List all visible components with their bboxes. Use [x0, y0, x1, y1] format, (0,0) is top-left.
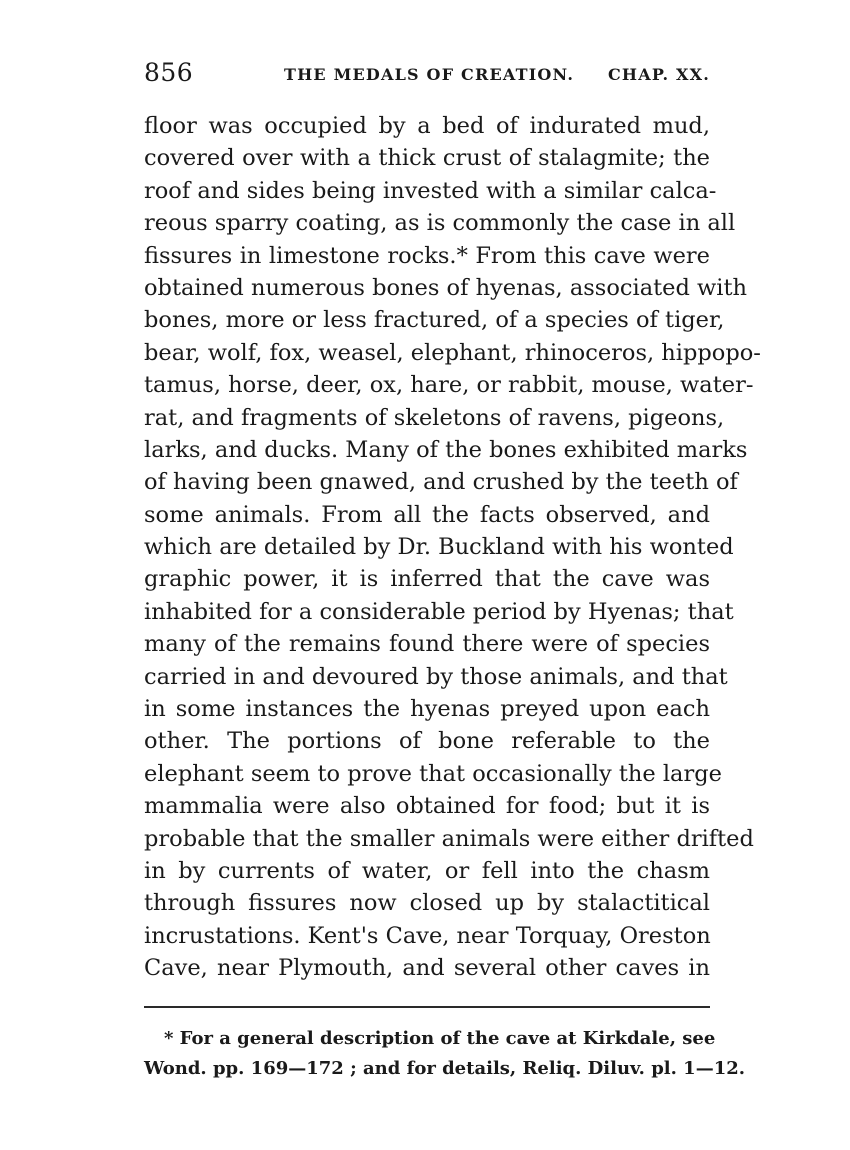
text-line: mammalia were also obtained for food; but it is [144, 793, 710, 820]
text-line: roof and sides being invested with a similar calca- [144, 177, 717, 204]
text-line: reous sparry coating, as is commonly the case in all [144, 210, 736, 237]
text-line: Cave, near Plymouth, and several other caves in [144, 955, 710, 982]
text-line: covered over with a thick crust of stalagmite; the [144, 145, 710, 172]
text-line: in some instances the hyenas preyed upon each [144, 696, 710, 723]
text-line: obtained numerous bones of hyenas, associated with [144, 274, 748, 301]
text-line: inhabited for a considerable period by Hyenas; that [144, 598, 734, 625]
text-line: through fissures now closed up by stalactitical [144, 890, 710, 917]
text-line: some animals. From all the facts observed, and [144, 501, 710, 528]
text-line: tamus, horse, deer, ox, hare, or rabbit, mouse, water- [144, 372, 754, 399]
text-line: many of the remains found there were of species [144, 631, 710, 658]
text-line: probable that the smaller animals were either drifted [144, 825, 754, 852]
footnote-divider [144, 1006, 710, 1008]
text-line: elephant seem to prove that occasionally the large [144, 760, 722, 787]
body-text [144, 110, 761, 985]
text-line: fissures in limestone rocks.* From this cave were [144, 242, 710, 269]
text-line: graphic power, it is inferred that the cave was [144, 566, 710, 593]
footnote [144, 1024, 746, 1084]
text-line: larks, and ducks. Many of the bones exhibited marks [144, 436, 748, 463]
text-line: in by currents of water, or fell into the chasm [144, 857, 710, 884]
running-title: THE MEDALS OF CREATION. [284, 65, 575, 84]
text-line: which are detailed by Dr. Buckland with his wonted [144, 534, 734, 561]
chapter-label: CHAP. XX. [608, 65, 710, 84]
text-line: bear, wolf, fox, weasel, elephant, rhinoceros, hippopo- [144, 339, 761, 366]
running-head [144, 58, 710, 92]
text-line: floor was occupied by a bed of indurated mud, [144, 113, 710, 139]
text-line: rat, and fragments of skeletons of ravens, pigeons, [144, 404, 725, 431]
text-line: carried in and devoured by those animals, and that [144, 663, 728, 690]
text-line: of having been gnawed, and crushed by the teeth of [144, 469, 738, 496]
text-line: bones, more or less fractured, of a species of tiger, [144, 307, 725, 334]
page-number: 856 [144, 58, 194, 87]
text-line: incrustations. Kent's Cave, near Torquay, Oreston [144, 922, 711, 949]
footnote-line: Wond. pp. 169—172 ; and for details, Reliq. Diluv. pl. 1—12. [144, 1058, 746, 1079]
text-line: other. The portions of bone referable to the [144, 728, 710, 755]
footnote-line: * For a general description of the cave at Kirkdale, see [164, 1028, 716, 1049]
